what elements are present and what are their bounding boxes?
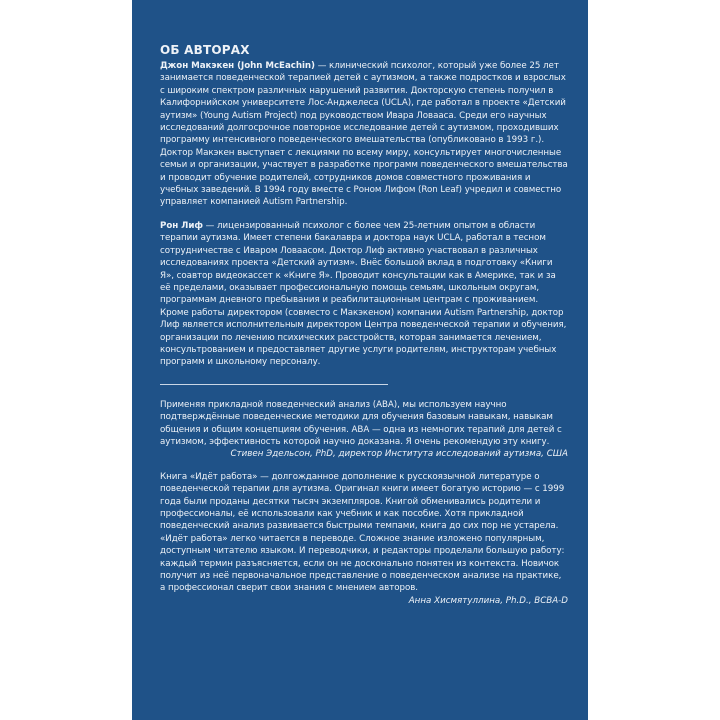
author-name: Джон Макэкен (John McEachin)	[160, 61, 315, 71]
author-bio-text: — лицензированный психолог с более чем 25-летним опытом в области терапии аутизма. Имеет степени бакалавра и доктора наук UCLA, работал в тесном сотрудничестве с Иваром Ловаасом. Доктор Лиф активно участвовал в различных исследованиях проекта «Детский аутизм». Внёс большой вклад в подготовку «Книги Я», соавтор видеокассет к «Книге Я». Проводит консультации как в Америке, так и за её пределами, оказывает профессиональную помощь семьям, школьным округам, программам дневного пребывания и реабилитационным центрам с проживанием. Кроме работы директором (совместо с Макэкеном) компании Autism Partnership, доктор Лиф является исполнительным директором Центра поведенческой терапии и обучения, организации по лечению психических расстройств, которая занимается лечением, консультрованием и предоставляет другие услуги родителям, инструкторам учебных программ и школьному персоналу.	[160, 220, 567, 368]
back-cover	[132, 0, 588, 720]
section-heading: ОБ АВТОРАХ	[160, 43, 250, 57]
author-bio-mceachin	[160, 60, 568, 209]
author-bio-text: — клинический психолог, который уже более 25 лет занимается поведенческой терапией детей с аутизмом, а также подростков и взрослых с широким спектром различных нарушений развития. Докторскую степень получил в Калифорнийском университете Лос-Анджелеса (UCLA), где работал в проекте «Детский аутизм» (Young Autism Project) под руководством Ивара Ловааса. Среди его научных исследований долгосрочное повторное исследование детей с аутизмом, проходивших программу интенсивного поведенческого вмешательства (опубликовано в 1993 г.). Доктор Макэкен выступает с лекциями по всему миру, консультирует многочисленные семьи и организации, участвует в разработке программ поведенческого вмешательства и проводит обучение родителей, сотрудников домов совместного проживания и учебных заведений. В 1994 году вместе с Роном Лифом (Ron Leaf) учредил и совместно управляет компанией Autism Partnership.	[160, 61, 568, 208]
review-text: Книга «Идёт работа» — долгожданное дополнение к русскоязычной литературе о поведенческой терапии для аутизма. Оригинал книги имеет богатую историю — с 1999 года были проданы десятки тысяч экземпляров. Книгой обменивались родители и профессионалы, её использовали как учебник и как пособие. Хотя прикладной поведенческий анализ развивается быстрыми темпами, книга до сих пор не устарела. «Идёт работа» легко читается в переводе. Сложное знание изложено популярным, доступным читателю языком. И переводчики, и редакторы проделали большую работу: каждый термин разъясняется, если он не досконально понятен из контекста. Новичок получит из неё первоначальное представление о поведенческом анализе на практике, а профессионал сверит свои знания с мнением авторов.	[160, 471, 565, 594]
author-bio-leaf	[160, 220, 568, 369]
review-attribution: Анна Хисмятуллина, Ph.D., BCBA-D	[408, 595, 568, 606]
review-attribution: Стивен Эдельсон, PhD, директор Института исследований аутизма, США	[230, 449, 568, 460]
review-text: Применяя прикладной поведенческий анализ (АВА), мы используем научно подтверждённые поведенческие методики для обучения базовым навыкам, навыкам общения и общим концепциям обучения. АВА — одна из немногих терапий для детей с аутизмом, эффективность которой научно доказана. Я очень рекомендую эту книгу.	[160, 399, 562, 447]
divider	[160, 384, 388, 385]
author-name: Рон Лиф	[160, 220, 203, 231]
